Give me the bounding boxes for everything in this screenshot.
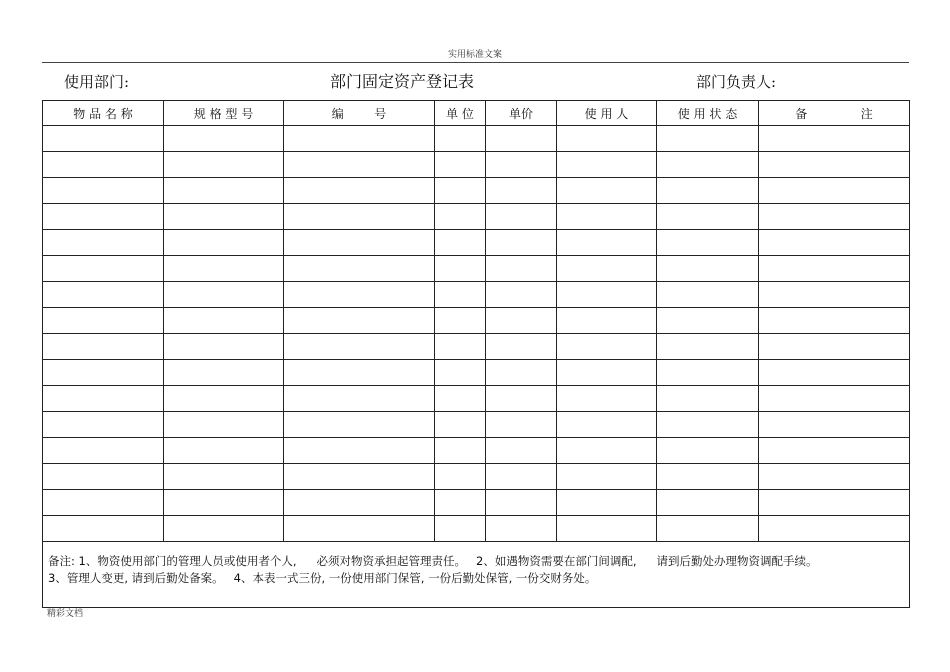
cell-unit-price[interactable] (486, 126, 557, 152)
cell-unit-price[interactable] (486, 360, 557, 386)
cell-status[interactable] (657, 464, 759, 490)
cell-item-name[interactable] (43, 334, 164, 360)
page-header-text: 实用标准文案 (447, 50, 502, 60)
cell-number[interactable] (284, 308, 435, 334)
note-item-4: 4、本表一式三份, 一份使用部门保管, 一份后勤处保管, 一份交财务处。 (233, 571, 597, 585)
cell-number[interactable] (284, 178, 435, 204)
cell-user[interactable] (557, 256, 657, 282)
cell-status[interactable] (657, 126, 759, 152)
cell-remarks[interactable] (759, 360, 910, 386)
cell-unit[interactable] (435, 464, 486, 490)
cell-status[interactable] (657, 516, 759, 542)
table-row (43, 282, 910, 308)
table-row (43, 204, 910, 230)
cell-item-name[interactable] (43, 230, 164, 256)
cell-item-name[interactable] (43, 386, 164, 412)
table-row (43, 516, 910, 542)
cell-remarks[interactable] (759, 438, 910, 464)
cell-remarks[interactable] (759, 256, 910, 282)
cell-unit[interactable] (435, 282, 486, 308)
table-row (43, 152, 910, 178)
cell-remarks[interactable] (759, 464, 910, 490)
cell-remarks[interactable] (759, 386, 910, 412)
table-row (43, 256, 910, 282)
form-title: 部门固定资产登记表 (329, 72, 474, 91)
note-item-3: 3、管理人变更, 请到后勤处备案。 (48, 571, 224, 585)
cell-item-name[interactable] (43, 412, 164, 438)
cell-status[interactable] (657, 334, 759, 360)
notes-label: 备注: (48, 554, 75, 568)
cell-number[interactable] (284, 412, 435, 438)
cell-spec-model[interactable] (164, 308, 284, 334)
cell-unit-price[interactable] (486, 152, 557, 178)
cell-status[interactable] (657, 490, 759, 516)
cell-item-name[interactable] (43, 178, 164, 204)
cell-remarks[interactable] (759, 334, 910, 360)
cell-number[interactable] (284, 490, 435, 516)
cell-status[interactable] (657, 204, 759, 230)
cell-remarks[interactable] (759, 308, 910, 334)
cell-user[interactable] (557, 204, 657, 230)
cell-number[interactable] (284, 360, 435, 386)
cell-spec-model[interactable] (164, 464, 284, 490)
column-header-status: 使 用 状 态 (657, 101, 759, 126)
cell-status[interactable] (657, 256, 759, 282)
cell-status[interactable] (657, 438, 759, 464)
note-item-1b: 必须对物资承担起管理责任。 (316, 554, 467, 568)
cell-unit[interactable] (435, 412, 486, 438)
cell-spec-model[interactable] (164, 490, 284, 516)
cell-item-name[interactable] (43, 516, 164, 542)
table-row (43, 178, 910, 204)
cell-spec-model[interactable] (164, 360, 284, 386)
cell-number[interactable] (284, 516, 435, 542)
cell-user[interactable] (557, 360, 657, 386)
column-header-item-name: 物 品 名 称 (43, 101, 164, 126)
cell-number[interactable] (284, 152, 435, 178)
column-header-user: 使 用 人 (557, 101, 657, 126)
table-body (43, 126, 910, 608)
cell-status[interactable] (657, 152, 759, 178)
cell-item-name[interactable] (43, 204, 164, 230)
cell-number[interactable] (284, 282, 435, 308)
cell-unit-price[interactable] (486, 282, 557, 308)
cell-item-name[interactable] (43, 490, 164, 516)
column-header-spec-model: 规 格 型 号 (164, 101, 284, 126)
cell-remarks[interactable] (759, 178, 910, 204)
cell-number[interactable] (284, 230, 435, 256)
note-item-2: 2、如遇物资需要在部门间调配, (476, 554, 637, 568)
cell-user[interactable] (557, 126, 657, 152)
column-header-remarks: 备 注 (759, 101, 910, 126)
cell-unit-price[interactable] (486, 178, 557, 204)
cell-user[interactable] (557, 282, 657, 308)
column-header-unit: 单 位 (435, 101, 486, 126)
cell-spec-model[interactable] (164, 282, 284, 308)
cell-spec-model[interactable] (164, 334, 284, 360)
cell-spec-model[interactable] (164, 178, 284, 204)
cell-user[interactable] (557, 178, 657, 204)
table-row (43, 386, 910, 412)
cell-unit-price[interactable] (486, 204, 557, 230)
cell-spec-model[interactable] (164, 204, 284, 230)
cell-user[interactable] (557, 230, 657, 256)
cell-unit[interactable] (435, 490, 486, 516)
cell-status[interactable] (657, 308, 759, 334)
cell-spec-model[interactable] (164, 256, 284, 282)
cell-spec-model[interactable] (164, 230, 284, 256)
cell-unit-price[interactable] (486, 490, 557, 516)
table-row (43, 412, 910, 438)
cell-unit[interactable] (435, 126, 486, 152)
cell-remarks[interactable] (759, 412, 910, 438)
cell-remarks[interactable] (759, 204, 910, 230)
cell-remarks[interactable] (759, 516, 910, 542)
cell-user[interactable] (557, 152, 657, 178)
cell-unit-price[interactable] (486, 308, 557, 334)
cell-remarks[interactable] (759, 126, 910, 152)
note-item-2b: 请到后勤处办理物资调配手续。 (656, 554, 818, 568)
cell-unit-price[interactable] (486, 230, 557, 256)
cell-status[interactable] (657, 230, 759, 256)
table-row (43, 308, 910, 334)
cell-status[interactable] (657, 282, 759, 308)
cell-user[interactable] (557, 412, 657, 438)
cell-unit-price[interactable] (486, 464, 557, 490)
cell-unit-price[interactable] (486, 334, 557, 360)
cell-status[interactable] (657, 412, 759, 438)
cell-unit-price[interactable] (486, 386, 557, 412)
table-header-row (43, 101, 910, 126)
table-row (43, 464, 910, 490)
column-header-unit-price: 单价 (486, 101, 557, 126)
note-item-1: 1、物资使用部门的管理人员或使用者个人, (78, 554, 297, 568)
cell-spec-model[interactable] (164, 438, 284, 464)
cell-item-name[interactable] (43, 464, 164, 490)
cell-unit[interactable] (435, 308, 486, 334)
cell-unit-price[interactable] (486, 412, 557, 438)
cell-unit[interactable] (435, 152, 486, 178)
cell-unit[interactable] (435, 178, 486, 204)
cell-number[interactable] (284, 126, 435, 152)
cell-item-name[interactable] (43, 360, 164, 386)
cell-user[interactable] (557, 334, 657, 360)
cell-unit[interactable] (435, 334, 486, 360)
cell-spec-model[interactable] (164, 152, 284, 178)
table-row (43, 230, 910, 256)
page-footer-text: 精彩文档 (47, 609, 84, 619)
cell-item-name[interactable] (43, 256, 164, 282)
cell-user[interactable] (557, 386, 657, 412)
table-row (43, 334, 910, 360)
cell-number[interactable] (284, 464, 435, 490)
cell-unit[interactable] (435, 516, 486, 542)
cell-status[interactable] (657, 178, 759, 204)
cell-remarks[interactable] (759, 490, 910, 516)
cell-unit[interactable] (435, 386, 486, 412)
cell-number[interactable] (284, 334, 435, 360)
column-header-number: 编 号 (284, 101, 435, 126)
cell-remarks[interactable] (759, 282, 910, 308)
cell-user[interactable] (557, 438, 657, 464)
header-divider (42, 62, 909, 63)
cell-unit[interactable] (435, 204, 486, 230)
cell-number[interactable] (284, 386, 435, 412)
cell-item-name[interactable] (43, 282, 164, 308)
cell-spec-model[interactable] (164, 386, 284, 412)
cell-spec-model[interactable] (164, 516, 284, 542)
cell-item-name[interactable] (43, 126, 164, 152)
cell-unit[interactable] (435, 256, 486, 282)
cell-spec-model[interactable] (164, 126, 284, 152)
cell-status[interactable] (657, 386, 759, 412)
cell-user[interactable] (557, 516, 657, 542)
table-row (43, 360, 910, 386)
cell-user[interactable] (557, 490, 657, 516)
cell-remarks[interactable] (759, 230, 910, 256)
cell-unit[interactable] (435, 230, 486, 256)
notes-line-2 (48, 570, 906, 587)
cell-number[interactable] (284, 256, 435, 282)
cell-item-name[interactable] (43, 308, 164, 334)
cell-unit-price[interactable] (486, 256, 557, 282)
cell-unit[interactable] (435, 438, 486, 464)
notes-line-1 (48, 553, 906, 570)
cell-number[interactable] (284, 204, 435, 230)
cell-unit-price[interactable] (486, 516, 557, 542)
department-label: 使用部门: (64, 73, 130, 91)
cell-status[interactable] (657, 360, 759, 386)
cell-unit-price[interactable] (486, 438, 557, 464)
table-row (43, 126, 910, 152)
asset-register-table (42, 100, 910, 608)
notes-cell (43, 542, 910, 608)
cell-number[interactable] (284, 438, 435, 464)
cell-item-name[interactable] (43, 152, 164, 178)
table-row (43, 490, 910, 516)
cell-item-name[interactable] (43, 438, 164, 464)
manager-label: 部门负责人: (696, 73, 777, 91)
table-row (43, 438, 910, 464)
cell-unit[interactable] (435, 360, 486, 386)
notes-row (43, 542, 910, 608)
cell-user[interactable] (557, 308, 657, 334)
cell-spec-model[interactable] (164, 412, 284, 438)
cell-remarks[interactable] (759, 152, 910, 178)
cell-user[interactable] (557, 464, 657, 490)
